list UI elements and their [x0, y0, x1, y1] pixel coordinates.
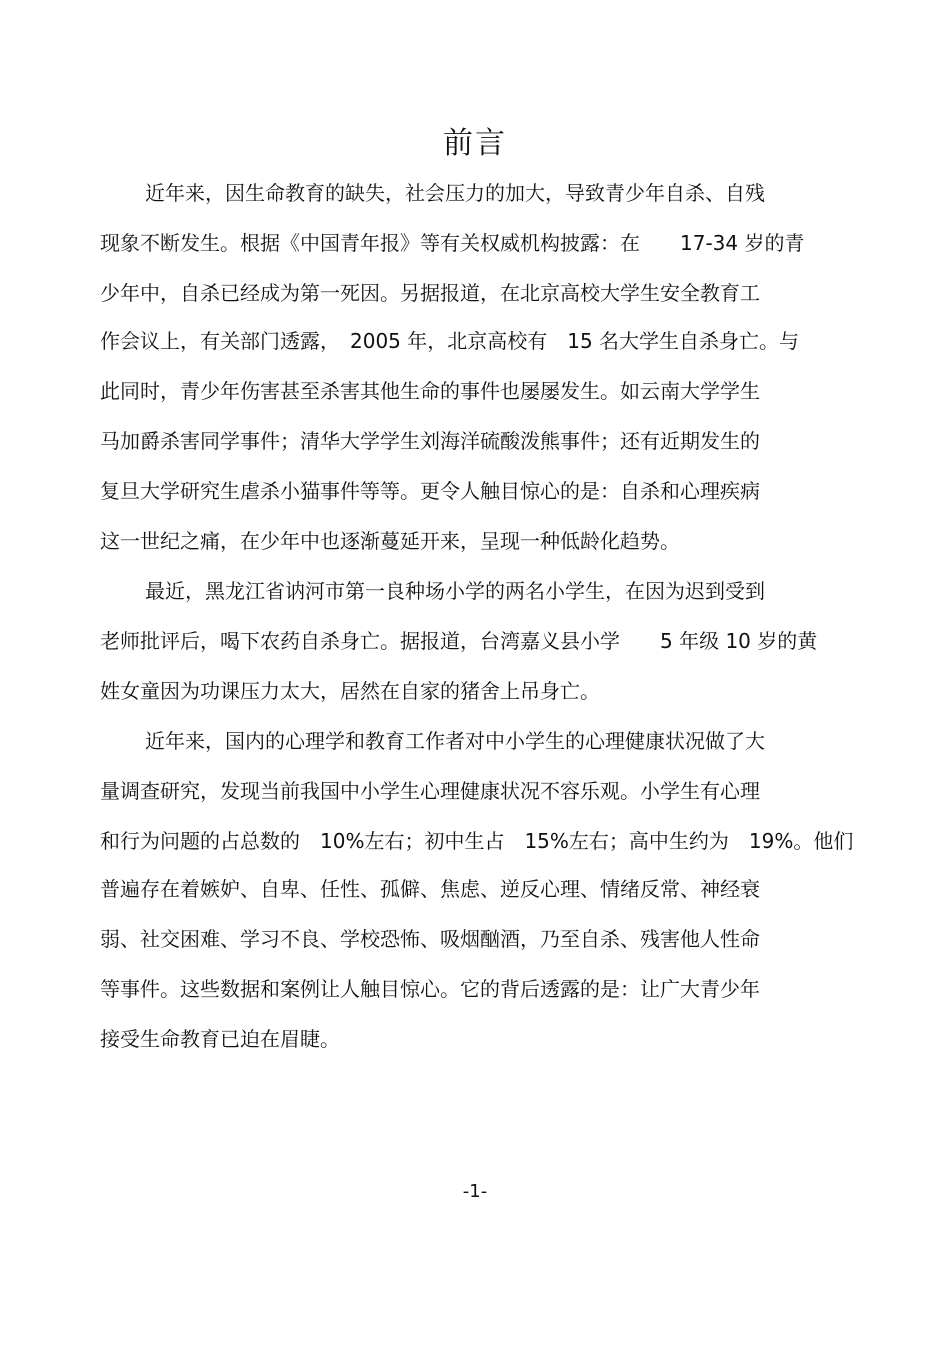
- paragraph-3-line-4: 普遍存在着嫉妒、自卑、任性、孤僻、焦虑、逆反心理、情绪反常、神经衰: [100, 877, 760, 901]
- page-number: -1-: [462, 1181, 488, 1202]
- paragraph-2-line-1: 最近，黑龙江省讷河市第一良种场小学的两名小学生，在因为迟到受到: [145, 579, 765, 603]
- page-title: 前言: [443, 126, 507, 161]
- paragraph-3-line-3: 和行为问题的占总数的 10%左右；初中生占 15%左右；高中生约为 19%。他们: [100, 829, 854, 853]
- paragraph-2-line-3: 姓女童因为功课压力太大，居然在自家的猪舍上吊身亡。: [100, 679, 600, 703]
- paragraph-1-line-7: 复旦大学研究生虐杀小猫事件等等。更令人触目惊心的是：自杀和心理疾病: [100, 479, 760, 503]
- paragraph-2-line-2: 老师批评后，喝下农药自杀身亡。据报道，台湾嘉义县小学 5 年级 10 岁的黄: [100, 629, 818, 653]
- paragraph-3-line-6: 等事件。这些数据和案例让人触目惊心。它的背后透露的是：让广大青少年: [100, 977, 760, 1001]
- paragraph-3-line-2: 量调查研究，发现当前我国中小学生心理健康状况不容乐观。小学生有心理: [100, 779, 760, 803]
- paragraph-1-line-4: 作会议上，有关部门透露， 2005 年，北京高校有 15 名大学生自杀身亡。与: [100, 329, 800, 353]
- paragraph-1-line-3: 少年中，自杀已经成为第一死因。另据报道，在北京高校大学生安全教育工: [100, 281, 760, 305]
- paragraph-1-line-2: 现象不断发生。根据《中国青年报》等有关权威机构披露：在 17-34 岁的青: [100, 231, 805, 255]
- paragraph-1-line-5: 此同时，青少年伤害甚至杀害其他生命的事件也屡屡发生。如云南大学学生: [100, 379, 760, 403]
- paragraph-3-line-7: 接受生命教育已迫在眉睫。: [100, 1027, 340, 1051]
- paragraph-1-line-1: 近年来，因生命教育的缺失，社会压力的加大，导致青少年自杀、自残: [145, 181, 765, 205]
- paragraph-3-line-1: 近年来，国内的心理学和教育工作者对中小学生的心理健康状况做了大: [145, 729, 765, 753]
- paragraph-3-line-5: 弱、社交困难、学习不良、学校恐怖、吸烟酗酒，乃至自杀、残害他人性命: [100, 927, 760, 951]
- paragraph-1-line-6: 马加爵杀害同学事件；清华大学学生刘海洋硫酸泼熊事件；还有近期发生的: [100, 429, 760, 453]
- paragraph-1-line-8: 这一世纪之痛，在少年中也逐渐蔓延开来，呈现一种低龄化趋势。: [100, 529, 680, 553]
